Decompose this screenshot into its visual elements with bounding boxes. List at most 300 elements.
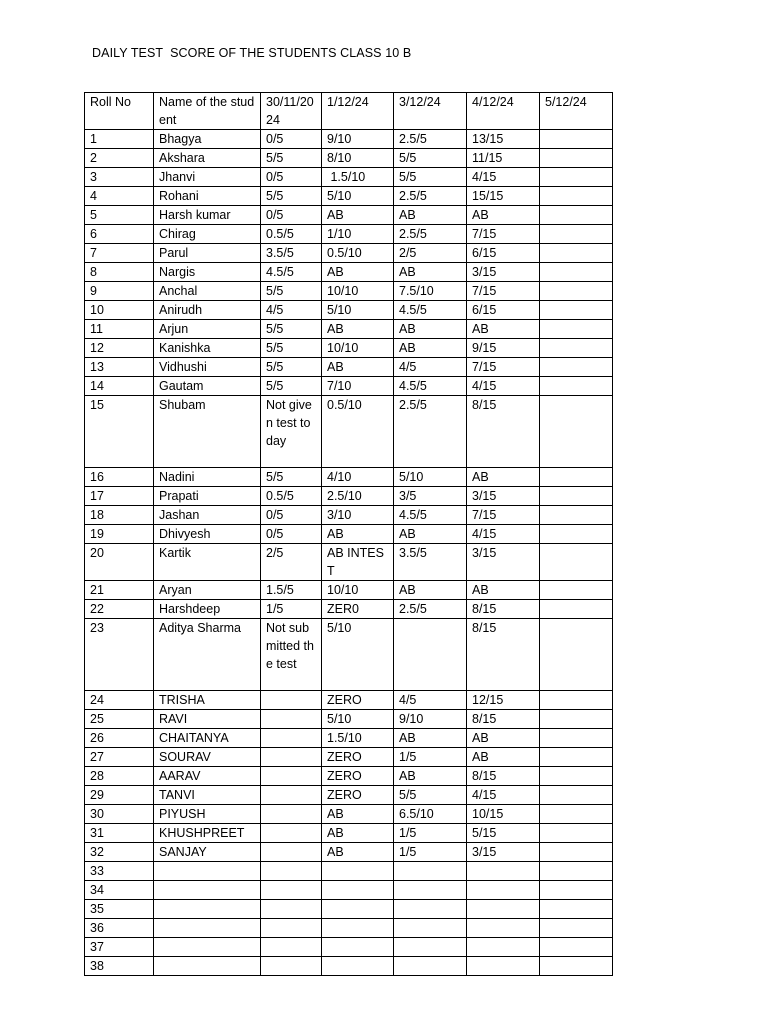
roll-no-cell: 35 xyxy=(85,900,154,919)
student-name-cell: Akshara xyxy=(154,149,261,168)
score-cell-date-4: 4/15 xyxy=(467,168,540,187)
header-date-5: 5/12/24 xyxy=(540,93,613,130)
roll-no-cell: 31 xyxy=(85,824,154,843)
score-cell-date-5 xyxy=(540,263,613,282)
score-cell-date-2: AB INTEST xyxy=(322,544,394,581)
roll-no-cell: 27 xyxy=(85,748,154,767)
student-name-cell: SANJAY xyxy=(154,843,261,862)
score-cell-date-1 xyxy=(261,938,322,957)
table-row xyxy=(85,748,613,767)
score-cell-date-2: AB xyxy=(322,358,394,377)
score-cell-date-4 xyxy=(467,862,540,881)
score-cell-date-5 xyxy=(540,168,613,187)
score-cell-date-1: 5/5 xyxy=(261,339,322,358)
score-cell-date-1 xyxy=(261,748,322,767)
student-name-cell: AARAV xyxy=(154,767,261,786)
score-cell-date-1 xyxy=(261,843,322,862)
roll-no-cell: 4 xyxy=(85,187,154,206)
score-cell-date-5 xyxy=(540,805,613,824)
header-student-name: Name of the student xyxy=(154,93,261,130)
score-cell-date-1: Not given test today xyxy=(261,396,322,468)
score-cell-date-2: 7/10 xyxy=(322,377,394,396)
score-cell-date-4: 11/15 xyxy=(467,149,540,168)
score-cell-date-3: 4/5 xyxy=(394,358,467,377)
student-name-cell: TANVI xyxy=(154,786,261,805)
score-cell-date-4: AB xyxy=(467,581,540,600)
score-cell-date-1: 2/5 xyxy=(261,544,322,581)
score-cell-date-5 xyxy=(540,468,613,487)
score-cell-date-3: AB xyxy=(394,320,467,339)
score-cell-date-5 xyxy=(540,525,613,544)
roll-no-cell: 13 xyxy=(85,358,154,377)
score-cell-date-4: 3/15 xyxy=(467,487,540,506)
table-row xyxy=(85,729,613,748)
score-cell-date-1 xyxy=(261,729,322,748)
score-cell-date-4: AB xyxy=(467,468,540,487)
score-cell-date-1 xyxy=(261,957,322,976)
score-cell-date-2: 0.5/10 xyxy=(322,396,394,468)
score-cell-date-4: 5/15 xyxy=(467,824,540,843)
table-row xyxy=(85,805,613,824)
roll-no-cell: 28 xyxy=(85,767,154,786)
score-cell-date-1 xyxy=(261,862,322,881)
table-row xyxy=(85,824,613,843)
score-cell-date-2: AB xyxy=(322,320,394,339)
student-name-cell: Harsh kumar xyxy=(154,206,261,225)
score-cell-date-5 xyxy=(540,396,613,468)
score-cell-date-1: 0/5 xyxy=(261,206,322,225)
score-cell-date-4: 4/15 xyxy=(467,786,540,805)
score-cell-date-3 xyxy=(394,862,467,881)
score-cell-date-1: 0/5 xyxy=(261,168,322,187)
score-cell-date-3: 3/5 xyxy=(394,487,467,506)
score-cell-date-1: 0.5/5 xyxy=(261,487,322,506)
student-name-cell xyxy=(154,881,261,900)
score-cell-date-3: AB xyxy=(394,206,467,225)
score-cell-date-3: 5/10 xyxy=(394,468,467,487)
score-cell-date-5 xyxy=(540,377,613,396)
score-cell-date-1: 5/5 xyxy=(261,187,322,206)
roll-no-cell: 10 xyxy=(85,301,154,320)
score-cell-date-5 xyxy=(540,600,613,619)
table-row xyxy=(85,767,613,786)
score-cell-date-1: 4/5 xyxy=(261,301,322,320)
score-cell-date-2 xyxy=(322,957,394,976)
score-cell-date-5 xyxy=(540,843,613,862)
score-cell-date-1: 5/5 xyxy=(261,377,322,396)
score-cell-date-1 xyxy=(261,824,322,843)
score-cell-date-2: 5/10 xyxy=(322,187,394,206)
table-row xyxy=(85,619,613,691)
roll-no-cell: 6 xyxy=(85,225,154,244)
score-cell-date-4: AB xyxy=(467,320,540,339)
table-row xyxy=(85,130,613,149)
score-cell-date-3: 7.5/10 xyxy=(394,282,467,301)
roll-no-cell: 2 xyxy=(85,149,154,168)
table-row xyxy=(85,301,613,320)
student-name-cell: KHUSHPREET xyxy=(154,824,261,843)
table-row xyxy=(85,263,613,282)
score-cell-date-1: 0.5/5 xyxy=(261,225,322,244)
score-cell-date-2: 4/10 xyxy=(322,468,394,487)
header-date-1: 30/11/2024 xyxy=(261,93,322,130)
score-cell-date-4 xyxy=(467,957,540,976)
student-name-cell xyxy=(154,957,261,976)
table-row xyxy=(85,468,613,487)
roll-no-cell: 34 xyxy=(85,881,154,900)
score-cell-date-5 xyxy=(540,957,613,976)
table-row xyxy=(85,244,613,263)
roll-no-cell: 9 xyxy=(85,282,154,301)
score-cell-date-4: 3/15 xyxy=(467,544,540,581)
score-cell-date-1 xyxy=(261,805,322,824)
score-cell-date-3 xyxy=(394,619,467,691)
student-name-cell: Kartik xyxy=(154,544,261,581)
score-cell-date-2: 1.5/10 xyxy=(322,168,394,187)
student-name-cell: RAVI xyxy=(154,710,261,729)
score-cell-date-5 xyxy=(540,710,613,729)
score-cell-date-4: 13/15 xyxy=(467,130,540,149)
score-cell-date-3 xyxy=(394,919,467,938)
table-row xyxy=(85,957,613,976)
score-cell-date-2: 9/10 xyxy=(322,130,394,149)
score-cell-date-4: 8/15 xyxy=(467,396,540,468)
student-name-cell: Nargis xyxy=(154,263,261,282)
score-cell-date-4: 7/15 xyxy=(467,358,540,377)
roll-no-cell: 21 xyxy=(85,581,154,600)
score-cell-date-5 xyxy=(540,130,613,149)
score-cell-date-1 xyxy=(261,786,322,805)
header-date-3: 3/12/24 xyxy=(394,93,467,130)
student-name-cell: SOURAV xyxy=(154,748,261,767)
table-row xyxy=(85,843,613,862)
score-cell-date-4 xyxy=(467,919,540,938)
roll-no-cell: 26 xyxy=(85,729,154,748)
score-cell-date-1: 1/5 xyxy=(261,600,322,619)
student-name-cell xyxy=(154,862,261,881)
score-cell-date-5 xyxy=(540,938,613,957)
score-cell-date-3 xyxy=(394,900,467,919)
student-name-cell: Harshdeep xyxy=(154,600,261,619)
score-cell-date-2 xyxy=(322,900,394,919)
score-cell-date-2 xyxy=(322,938,394,957)
score-cell-date-3 xyxy=(394,938,467,957)
student-name-cell: Jashan xyxy=(154,506,261,525)
score-cell-date-3: AB xyxy=(394,729,467,748)
score-cell-date-4: 8/15 xyxy=(467,710,540,729)
score-cell-date-2: 10/10 xyxy=(322,581,394,600)
roll-no-cell: 37 xyxy=(85,938,154,957)
score-cell-date-3: 4.5/5 xyxy=(394,506,467,525)
roll-no-cell: 32 xyxy=(85,843,154,862)
score-cell-date-4: 9/15 xyxy=(467,339,540,358)
score-cell-date-3: AB xyxy=(394,767,467,786)
score-cell-date-3: 3.5/5 xyxy=(394,544,467,581)
score-cell-date-1: 5/5 xyxy=(261,149,322,168)
score-cell-date-1: 5/5 xyxy=(261,320,322,339)
roll-no-cell: 12 xyxy=(85,339,154,358)
score-cell-date-2: AB xyxy=(322,824,394,843)
roll-no-cell: 33 xyxy=(85,862,154,881)
table-row xyxy=(85,919,613,938)
score-cell-date-4: 8/15 xyxy=(467,600,540,619)
table-row xyxy=(85,900,613,919)
roll-no-cell: 1 xyxy=(85,130,154,149)
score-cell-date-5 xyxy=(540,581,613,600)
score-cell-date-5 xyxy=(540,301,613,320)
score-cell-date-1 xyxy=(261,710,322,729)
score-cell-date-4: 4/15 xyxy=(467,377,540,396)
student-name-cell: Kanishka xyxy=(154,339,261,358)
roll-no-cell: 22 xyxy=(85,600,154,619)
score-cell-date-5 xyxy=(540,544,613,581)
table-row xyxy=(85,282,613,301)
score-cell-date-3: AB xyxy=(394,525,467,544)
roll-no-cell: 17 xyxy=(85,487,154,506)
score-table xyxy=(84,92,613,976)
table-row xyxy=(85,168,613,187)
score-cell-date-5 xyxy=(540,862,613,881)
student-name-cell xyxy=(154,938,261,957)
table-row xyxy=(85,786,613,805)
score-cell-date-2: ZERO xyxy=(322,691,394,710)
score-cell-date-4: 7/15 xyxy=(467,225,540,244)
score-cell-date-5 xyxy=(540,506,613,525)
score-cell-date-2: ZER0 xyxy=(322,600,394,619)
student-name-cell: Chirag xyxy=(154,225,261,244)
table-row xyxy=(85,487,613,506)
score-cell-date-1: 5/5 xyxy=(261,468,322,487)
score-cell-date-5 xyxy=(540,900,613,919)
student-name-cell: Arjun xyxy=(154,320,261,339)
score-cell-date-2 xyxy=(322,919,394,938)
score-cell-date-5 xyxy=(540,320,613,339)
score-cell-date-2: AB xyxy=(322,206,394,225)
table-row xyxy=(85,506,613,525)
score-cell-date-3: 4.5/5 xyxy=(394,301,467,320)
score-cell-date-5 xyxy=(540,767,613,786)
score-cell-date-1: 5/5 xyxy=(261,282,322,301)
table-row xyxy=(85,187,613,206)
roll-no-cell: 36 xyxy=(85,919,154,938)
roll-no-cell: 11 xyxy=(85,320,154,339)
student-name-cell: Rohani xyxy=(154,187,261,206)
score-cell-date-1 xyxy=(261,691,322,710)
score-cell-date-2 xyxy=(322,881,394,900)
score-cell-date-1: 0/5 xyxy=(261,130,322,149)
table-row xyxy=(85,600,613,619)
student-name-cell: TRISHA xyxy=(154,691,261,710)
student-name-cell: Vidhushi xyxy=(154,358,261,377)
student-name-cell: Anirudh xyxy=(154,301,261,320)
score-cell-date-3: AB xyxy=(394,263,467,282)
score-cell-date-2: ZERO xyxy=(322,748,394,767)
score-cell-date-5 xyxy=(540,358,613,377)
score-cell-date-3: 1/5 xyxy=(394,824,467,843)
student-name-cell: Parul xyxy=(154,244,261,263)
score-cell-date-5 xyxy=(540,824,613,843)
score-cell-date-4: 8/15 xyxy=(467,767,540,786)
table-row xyxy=(85,225,613,244)
score-cell-date-3: 2/5 xyxy=(394,244,467,263)
student-name-cell xyxy=(154,919,261,938)
score-cell-date-2: 1/10 xyxy=(322,225,394,244)
score-cell-date-1: 1.5/5 xyxy=(261,581,322,600)
score-cell-date-1: 4.5/5 xyxy=(261,263,322,282)
score-cell-date-2: 3/10 xyxy=(322,506,394,525)
table-row xyxy=(85,358,613,377)
table-row xyxy=(85,710,613,729)
score-cell-date-2: AB xyxy=(322,263,394,282)
student-name-cell: Gautam xyxy=(154,377,261,396)
score-cell-date-2: AB xyxy=(322,805,394,824)
roll-no-cell: 15 xyxy=(85,396,154,468)
score-cell-date-4: 15/15 xyxy=(467,187,540,206)
header-roll-no: Roll No xyxy=(85,93,154,130)
score-cell-date-1: 0/5 xyxy=(261,506,322,525)
score-cell-date-2: AB xyxy=(322,525,394,544)
roll-no-cell: 30 xyxy=(85,805,154,824)
score-cell-date-3: 2.5/5 xyxy=(394,600,467,619)
score-cell-date-1: 3.5/5 xyxy=(261,244,322,263)
score-cell-date-3: 4.5/5 xyxy=(394,377,467,396)
student-name-cell: Jhanvi xyxy=(154,168,261,187)
score-cell-date-2: 2.5/10 xyxy=(322,487,394,506)
score-cell-date-4: 3/15 xyxy=(467,843,540,862)
student-name-cell: Prapati xyxy=(154,487,261,506)
roll-no-cell: 20 xyxy=(85,544,154,581)
score-cell-date-3: 1/5 xyxy=(394,748,467,767)
roll-no-cell: 18 xyxy=(85,506,154,525)
score-cell-date-4: 4/15 xyxy=(467,525,540,544)
score-cell-date-1: Not submitted the test xyxy=(261,619,322,691)
student-name-cell xyxy=(154,900,261,919)
score-cell-date-3: 5/5 xyxy=(394,168,467,187)
roll-no-cell: 8 xyxy=(85,263,154,282)
student-name-cell: Aryan xyxy=(154,581,261,600)
score-cell-date-5 xyxy=(540,225,613,244)
score-cell-date-2: 10/10 xyxy=(322,282,394,301)
table-row xyxy=(85,149,613,168)
roll-no-cell: 25 xyxy=(85,710,154,729)
score-cell-date-4: 7/15 xyxy=(467,282,540,301)
roll-no-cell: 16 xyxy=(85,468,154,487)
score-cell-date-3: 5/5 xyxy=(394,149,467,168)
score-cell-date-2: 8/10 xyxy=(322,149,394,168)
score-cell-date-5 xyxy=(540,619,613,691)
table-row xyxy=(85,377,613,396)
roll-no-cell: 24 xyxy=(85,691,154,710)
table-row xyxy=(85,691,613,710)
table-row xyxy=(85,396,613,468)
table-row xyxy=(85,544,613,581)
roll-no-cell: 23 xyxy=(85,619,154,691)
score-cell-date-3: 9/10 xyxy=(394,710,467,729)
score-cell-date-2: 1.5/10 xyxy=(322,729,394,748)
roll-no-cell: 3 xyxy=(85,168,154,187)
score-cell-date-5 xyxy=(540,487,613,506)
table-row xyxy=(85,206,613,225)
score-cell-date-3 xyxy=(394,881,467,900)
student-name-cell: Shubam xyxy=(154,396,261,468)
table-row xyxy=(85,525,613,544)
score-cell-date-3: AB xyxy=(394,581,467,600)
score-cell-date-4: 12/15 xyxy=(467,691,540,710)
document-title: DAILY TEST SCORE OF THE STUDENTS CLASS 10 B xyxy=(92,46,412,60)
score-cell-date-4: AB xyxy=(467,748,540,767)
score-cell-date-4 xyxy=(467,938,540,957)
table-row xyxy=(85,938,613,957)
score-cell-date-2: 0.5/10 xyxy=(322,244,394,263)
table-header-row xyxy=(85,93,613,130)
score-cell-date-2: 5/10 xyxy=(322,301,394,320)
score-cell-date-4 xyxy=(467,881,540,900)
score-table-body xyxy=(85,93,613,976)
table-row xyxy=(85,862,613,881)
table-row xyxy=(85,320,613,339)
score-cell-date-3: 2.5/5 xyxy=(394,130,467,149)
student-name-cell: Dhivyesh xyxy=(154,525,261,544)
roll-no-cell: 7 xyxy=(85,244,154,263)
score-cell-date-4: AB xyxy=(467,206,540,225)
score-cell-date-4: 8/15 xyxy=(467,619,540,691)
score-cell-date-2 xyxy=(322,862,394,881)
roll-no-cell: 38 xyxy=(85,957,154,976)
header-date-2: 1/12/24 xyxy=(322,93,394,130)
score-cell-date-3: AB xyxy=(394,339,467,358)
score-cell-date-3: 5/5 xyxy=(394,786,467,805)
score-cell-date-3: 2.5/5 xyxy=(394,187,467,206)
table-row xyxy=(85,881,613,900)
score-cell-date-3: 4/5 xyxy=(394,691,467,710)
score-cell-date-5 xyxy=(540,282,613,301)
score-cell-date-1 xyxy=(261,919,322,938)
roll-no-cell: 5 xyxy=(85,206,154,225)
score-cell-date-3: 2.5/5 xyxy=(394,396,467,468)
student-name-cell: PIYUSH xyxy=(154,805,261,824)
score-cell-date-5 xyxy=(540,187,613,206)
score-cell-date-2: 10/10 xyxy=(322,339,394,358)
score-cell-date-1 xyxy=(261,900,322,919)
score-cell-date-3: 6.5/10 xyxy=(394,805,467,824)
table-row xyxy=(85,581,613,600)
score-cell-date-1 xyxy=(261,767,322,786)
score-cell-date-3: 2.5/5 xyxy=(394,225,467,244)
score-cell-date-4: 7/15 xyxy=(467,506,540,525)
score-cell-date-2: 5/10 xyxy=(322,710,394,729)
score-cell-date-4: 3/15 xyxy=(467,263,540,282)
header-date-4: 4/12/24 xyxy=(467,93,540,130)
score-cell-date-5 xyxy=(540,149,613,168)
roll-no-cell: 19 xyxy=(85,525,154,544)
score-cell-date-4: 10/15 xyxy=(467,805,540,824)
student-name-cell: Anchal xyxy=(154,282,261,301)
score-cell-date-5 xyxy=(540,748,613,767)
score-cell-date-1: 0/5 xyxy=(261,525,322,544)
score-cell-date-5 xyxy=(540,786,613,805)
score-cell-date-4: AB xyxy=(467,729,540,748)
score-cell-date-5 xyxy=(540,881,613,900)
score-cell-date-4: 6/15 xyxy=(467,244,540,263)
roll-no-cell: 14 xyxy=(85,377,154,396)
score-cell-date-1: 5/5 xyxy=(261,358,322,377)
score-cell-date-1 xyxy=(261,881,322,900)
roll-no-cell: 29 xyxy=(85,786,154,805)
score-cell-date-4: 6/15 xyxy=(467,301,540,320)
score-cell-date-2: ZERO xyxy=(322,786,394,805)
score-cell-date-2: ZERO xyxy=(322,767,394,786)
score-cell-date-5 xyxy=(540,206,613,225)
